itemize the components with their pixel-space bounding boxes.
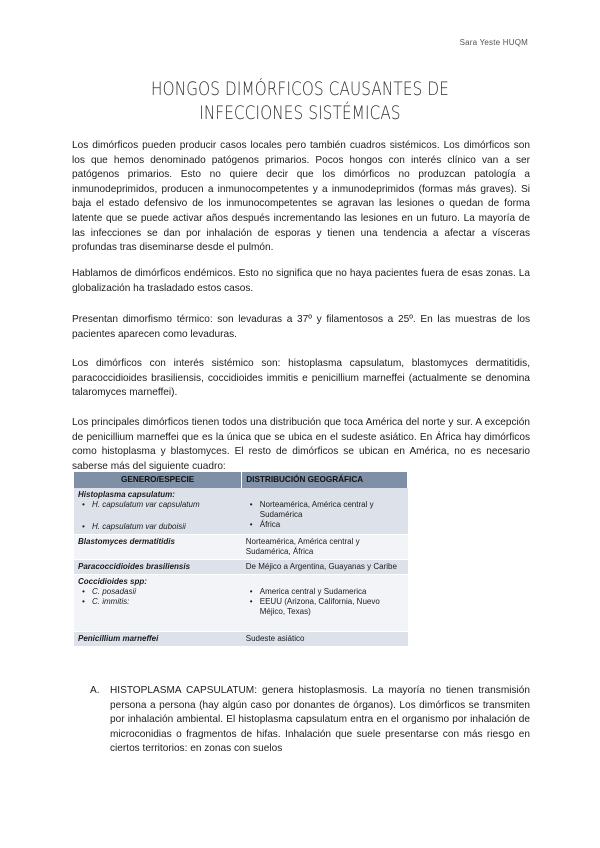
subspecies-list bbox=[78, 500, 238, 532]
species-name: Penicillium marneffei bbox=[78, 634, 159, 643]
table-row-penicillium bbox=[74, 632, 408, 647]
distribution-cell: Sudeste asiático bbox=[242, 632, 408, 647]
paragraph-endemic: Hablamos de dimórficos endémicos. Esto no significa que no haya pacientes fuera de esas zonas. La globalización ha trasladado estos casos. bbox=[72, 268, 530, 294]
species-cell bbox=[74, 488, 242, 535]
table-row-coccidioides bbox=[74, 575, 408, 632]
distribution-item: • America central y Sudamerica bbox=[260, 587, 404, 597]
list-marker: A. bbox=[90, 685, 100, 696]
author-header: Sara Yeste HUQM bbox=[459, 38, 528, 47]
table-row-paracoccidioides bbox=[74, 560, 408, 575]
header-genus-species: GENERO/ESPECIE bbox=[74, 472, 242, 488]
paragraph-dimorphism: Presentan dimorfismo térmico: son levaduras a 37º y filamentosos a 25º. En las muestras de los pacientes aparecen como levaduras. bbox=[72, 314, 530, 340]
header-geographic-distribution: DISTRIBUCIÓN GEOGRÁFICA bbox=[242, 472, 408, 488]
species-name: Paracoccidioides brasiliensis bbox=[78, 562, 191, 571]
page-title: HONGOS DIMÓRFICOS CAUSANTES DE INFECCIONES SISTÉMICAS bbox=[151, 79, 449, 124]
paragraph-species: Los dimórficos con interés sistémico son: histoplasma capsulatum, blastomyces dermatitidis, paracoccidioides brasiliensis, coccidioides immitis e penicillium marneffei (actualmente se denomina talaromyces marneffei). bbox=[72, 358, 530, 399]
subspecies-list bbox=[78, 587, 238, 607]
species-name: Coccidioides spp: bbox=[78, 577, 147, 586]
distribution-table bbox=[74, 472, 408, 647]
paragraph-distribution: Los principales dimórficos tienen todos una distribución que toca América del norte y sur. A excepción de penicillium marneffei que es la única que se ubica en el sudeste asiático. En África hay dimórficos como histoplasma y blastomyces. El resto de dimórficos se ubican en América, no es necesario saberse más del siguiente cuadro: bbox=[72, 417, 530, 472]
species-name: Blastomyces dermatitidis bbox=[78, 537, 175, 546]
list-item-text: HISTOPLASMA CAPSULATUM: genera histoplasmosis. La mayoría no tienen transmisión persona a persona (hay algún caso por donantes de órganos). Los dimórficos se transmiten por inhalación ambiental. El histoplasma capsulatum entra en el organismo por inhalación de microconidias o fragmentos de hifas. Inhalación que suele presentarse con más riesgo en ciertos territorios: en zonas con suelos bbox=[110, 685, 530, 755]
species-cell bbox=[74, 575, 242, 632]
list-item-histoplasma bbox=[90, 684, 530, 757]
table-row-histoplasma bbox=[74, 488, 408, 535]
subspecies-item: • C. posadasii bbox=[92, 587, 238, 597]
distribution-list bbox=[246, 587, 404, 617]
subspecies-item: • C. immitis: bbox=[92, 597, 238, 607]
table-header-row bbox=[74, 472, 408, 488]
distribution-item: • EEUU (Arizona, California, Nuevo Méjico, Texas) bbox=[260, 597, 404, 617]
species-cell bbox=[74, 535, 242, 560]
distribution-item: • Norteamérica, América central y Sudamérica bbox=[260, 500, 404, 520]
distribution-cell bbox=[242, 575, 408, 632]
distribution-item: • África bbox=[260, 520, 404, 530]
paragraph-intro: Los dimórficos pueden producir casos locales pero también cuadros sistémicos. Los dimórficos son los que hemos denominado patógenos primarios. Pocos hongos con interés clínico van a ser patógenos primarios. Esto no quiere decir que los dimórficos no produzcan patología a inmunodeprimidos, producen a inmunocompetentes y a inmunodeprimidos (formas más graves). Si baja el estado defensivo de los inmunocompetentes se agravan las lesiones o quedan de forma latente que se puede activar años después incrementando las lesiones en un futuro. La mayoría de las infecciones se dan por inhalación de esporas y tienen una tendencia a afectar a vísceras profundas tras diseminarse desde el pulmón. bbox=[72, 140, 530, 254]
species-cell bbox=[74, 632, 242, 647]
distribution-cell: Norteamérica, América central y Sudamérica, África bbox=[242, 535, 408, 560]
distribution-cell bbox=[242, 488, 408, 535]
species-name: Histoplasma capsulatum: bbox=[78, 490, 175, 499]
distribution-cell: De Méjico a Argentina, Guayanas y Caribe bbox=[242, 560, 408, 575]
subspecies-item: • H. capsulatum var capsulatum bbox=[92, 500, 238, 510]
subspecies-item: • H. capsulatum var duboisii bbox=[92, 522, 238, 532]
distribution-list bbox=[246, 500, 404, 530]
species-cell bbox=[74, 560, 242, 575]
table-row-blastomyces bbox=[74, 535, 408, 560]
